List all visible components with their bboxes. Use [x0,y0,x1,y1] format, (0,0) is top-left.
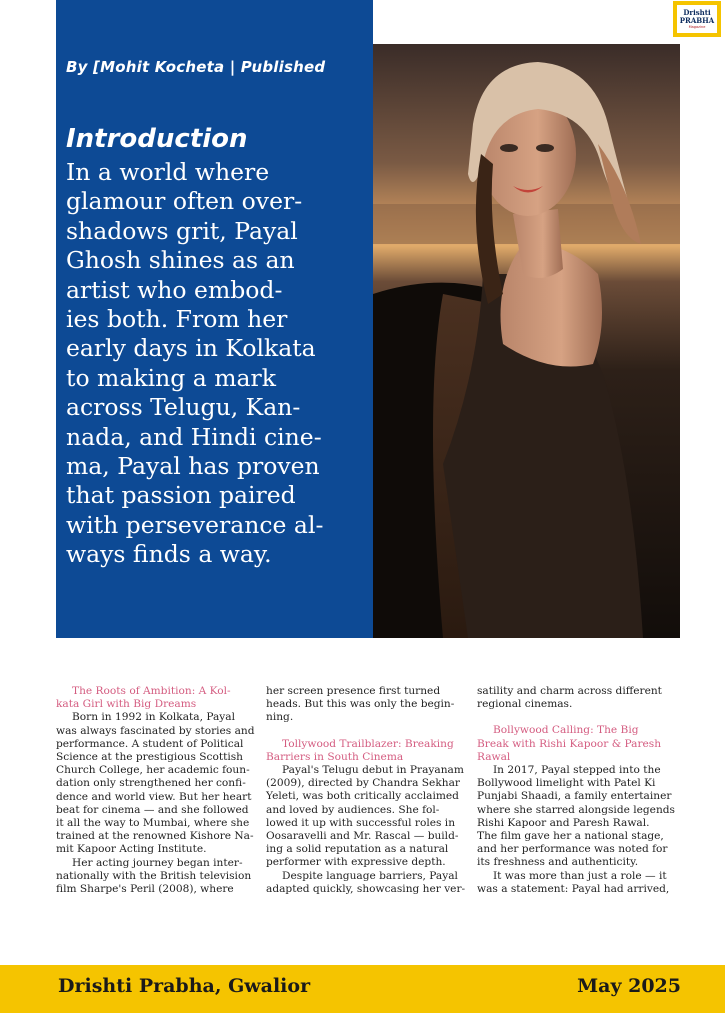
body-line: Payal's Telugu debut in Prayanam [282,764,464,777]
portrait-illustration [373,44,680,638]
intro-line: ies both. From her [66,305,288,334]
intro-line: early days in Kolkata [66,334,316,363]
subheading: kata Girl with Big Dreams [56,698,197,711]
intro-line: that passion paired [66,481,296,510]
body-line: adapted quickly, showcasing her ver- [266,882,466,895]
author-byline: By [Mohit Kocheta | Published [66,58,326,76]
logo-badge [677,5,717,33]
logo-text-prabha: PRABHA [679,15,715,25]
body-line: (2009), directed by Chandra Sekhar [266,777,460,790]
body-line: Born in 1992 in Kolkata, Payal [72,711,235,724]
body-line: was a statement: Payal had arrived, [477,882,670,895]
body-line: and loved by audiences. She fol- [266,803,440,816]
body-line: satility and charm across different [477,685,662,697]
body-line: heads. But this was only the begin- [266,698,455,711]
right-eye [536,144,554,152]
body-line: It was more than just a role — it [493,869,667,882]
intro-line: artist who embod- [66,275,283,304]
body-line: dation only strengthened her confi- [56,777,246,790]
body-line: performer with expressive depth. [266,856,446,869]
body-line: Science at the prestigious Scottish [56,751,243,764]
page-footer [0,965,725,1013]
body-line: In 2017, Payal stepped into the [493,764,661,777]
portrait-photo [373,44,680,638]
intro-line: ways finds a way. [66,540,272,569]
body-line: her screen presence first turned [266,685,441,697]
body-line: ning. [266,711,294,724]
body-line: mit Kapoor Acting Institute. [56,843,207,856]
article-column-2 [266,685,464,896]
body-line: Her acting journey began inter- [72,856,243,869]
intro-line: Ghosh shines as an [66,246,295,275]
body-line: nationally with the British television [56,869,252,882]
intro-paragraph [66,158,366,570]
body-line: Church College, her academic foun- [56,764,250,777]
body-line: trained at the renowned Kishore Na- [56,830,254,843]
body-line: where she starred alongside legends [477,803,675,816]
intro-line: with perseverance al- [66,510,324,539]
body-line: its freshness and authenticity. [477,856,639,869]
intro-line: shadows grit, Payal [66,216,298,245]
intro-line: to making a mark [66,363,277,392]
magazine-logo [673,1,721,37]
body-line: Yeleti, was both critically acclaimed [266,790,459,803]
intro-line: glamour often over- [66,187,303,216]
body-line: Oosaravelli and Mr. Rascal — build- [266,830,459,843]
subheading: Barriers in South Cinema [266,750,404,763]
subheading: Tollywood Trailblazer: Breaking [282,737,454,750]
left-eye [500,144,518,152]
paragraph-gap [477,711,675,724]
logo-text-drishti: Drishti [683,7,711,17]
body-line: ing a solid reputation as a natural [266,843,449,856]
body-line: lowed it up with successful roles in [266,816,456,829]
body-line: Bollywood limelight with Patel Ki [477,777,656,790]
body-line: it all the way to Mumbai, where she [56,817,250,830]
intro-line: In a world where [66,158,270,186]
article-column-3 [477,685,675,896]
body-line: beat for cinema — and she followed [56,803,249,816]
intro-line: ma, Payal has proven [66,452,320,481]
body-line: Rishi Kapoor and Paresh Rawal. [477,816,650,829]
body-line: Despite language barriers, Payal [282,869,458,882]
intro-line: across Telugu, Kan- [66,393,301,422]
subheading: Break with Rishi Kapoor & Paresh [477,737,662,750]
subheading: The Roots of Ambition: A Kol- [72,685,231,697]
footer-publication: Drishti Prabha, Gwalior [58,975,311,997]
logo-text-magazine: Magazine [688,24,706,29]
article-column-1 [56,685,254,896]
paragraph-gap [266,725,464,738]
body-line: performance. A student of Political [56,737,244,750]
subheading: Bollywood Calling: The Big [493,724,639,737]
subheading: Rawal [477,750,511,763]
body-line: and her performance was noted for [477,843,668,856]
body-line: film Sharpe's Peril (2008), where [56,883,234,896]
footer-date: May 2025 [577,975,681,997]
intro-heading: Introduction [66,124,248,154]
body-line: The film gave her a national stage, [477,830,664,843]
body-line: dence and world view. But her heart [56,790,252,803]
intro-line: nada, and Hindi cine- [66,422,322,451]
body-line: was always fascinated by stories and [56,724,255,737]
body-line: Punjabi Shaadi, a family entertainer [477,790,672,803]
body-line: regional cinemas. [477,698,573,711]
